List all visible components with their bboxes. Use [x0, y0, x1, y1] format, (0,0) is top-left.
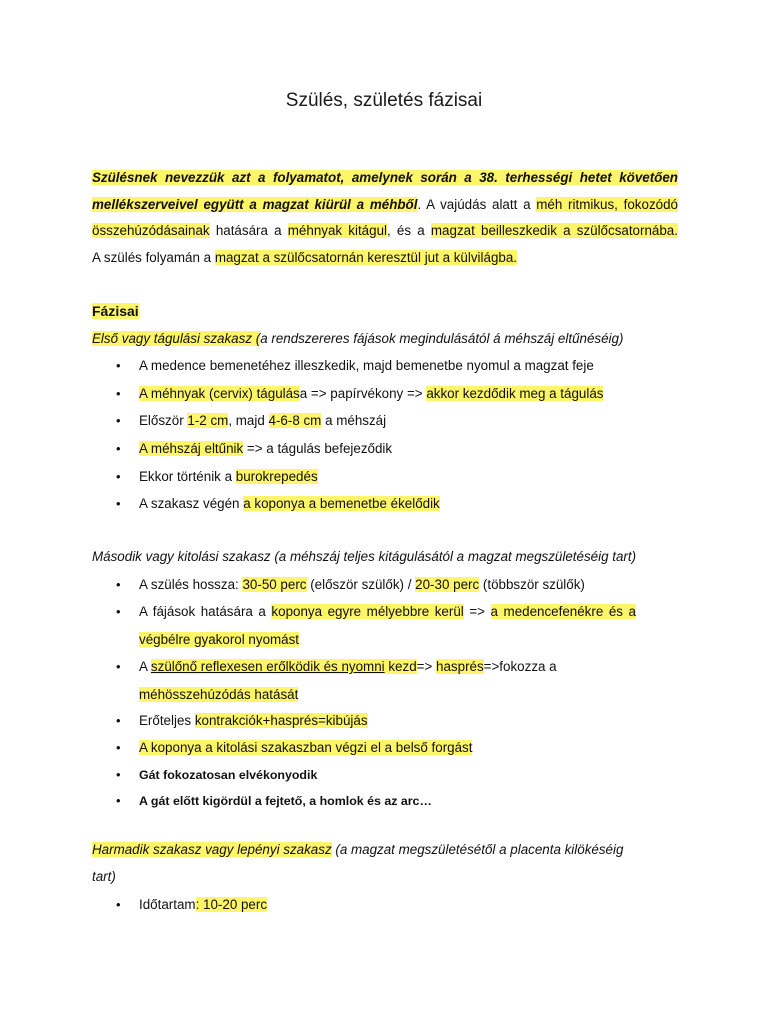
item-highlight: 1-2 cm [187, 413, 229, 428]
stage2-title [92, 548, 678, 566]
item-highlight: kontrakciók+hasprés=kibújás [194, 713, 368, 728]
item-text: A szakasz végén [139, 496, 244, 511]
intro-line-2 [92, 196, 678, 214]
item-text: => a tágulás befejeződik [243, 441, 393, 456]
item-text: A fájások hatására a [139, 604, 272, 619]
list-item [139, 658, 679, 676]
item-highlight: akkor kezdődik meg a tágulás [426, 386, 604, 401]
bullet-icon: • [116, 793, 121, 808]
section-heading [92, 302, 678, 321]
item-text: Ekkor történik a [139, 469, 236, 484]
stage3-title [92, 841, 678, 859]
intro-definition-end: mellékszerveivel együtt a magzat kiürül a méhből [92, 197, 418, 212]
item-highlight: : 10-20 perc [195, 897, 268, 912]
list-item [139, 576, 679, 594]
bullet-icon: • [116, 441, 121, 456]
intro-highlight: méhnyak kitágul [287, 223, 387, 238]
item-text: => [463, 604, 491, 619]
list-item [139, 792, 679, 810]
list-item [139, 766, 679, 784]
stage3-title-highlight: Harmadik szakasz vagy lepényi szakasz [92, 842, 332, 857]
item-highlight: hasprés [436, 659, 484, 674]
intro-text: . A vajúdás alatt a [417, 197, 537, 212]
list-item [139, 468, 679, 486]
list-item [139, 440, 679, 458]
item-text: Erőteljes [139, 713, 195, 728]
list-item [139, 357, 679, 375]
item-highlight: burokrepedés [235, 469, 318, 484]
bullet-icon: • [116, 713, 121, 728]
stage3-title-text: (a magzat megszületésétől a placenta kilökéséig [331, 842, 624, 857]
bullet-icon: • [116, 767, 121, 782]
item-text: A [139, 659, 151, 674]
bullet-icon: • [116, 386, 121, 401]
bullet-icon: • [116, 413, 121, 428]
item-highlight: a koponya a bemenetbe ékelődik [243, 496, 440, 511]
bullet-icon: • [116, 897, 121, 912]
item-text: (először szülők) / [306, 577, 416, 592]
list-item [139, 712, 679, 730]
bullet-icon: • [116, 469, 121, 484]
item-text: a => papírvékony => [299, 386, 427, 401]
bullet-icon: • [116, 604, 121, 619]
item-highlight: a medencefenékre és a [490, 604, 636, 619]
item-highlight: A koponya a kitolási szakaszban végzi el a belső forgást [139, 740, 473, 755]
item-highlight: 20-30 perc [415, 577, 480, 592]
intro-highlight: méh ritmikus, fokozódó [536, 197, 678, 212]
intro-highlight: magzat a szülőcsatornán keresztül jut a külvilágba. [214, 250, 518, 265]
intro-definition: Szülésnek nevezzük azt a folyamatot, amelynek során a 38. terhességi hetet követően [92, 170, 678, 185]
list-item [139, 385, 679, 403]
item-text: A gát előtt kigördül a fejtető, a homlok és az arc… [139, 794, 432, 808]
list-item [139, 412, 679, 430]
bullet-icon: • [116, 577, 121, 592]
item-highlight: koponya egyre mélyebbre kerül [271, 604, 464, 619]
intro-highlight: magzat beilleszkedik a szülőcsatornába. [430, 223, 678, 238]
intro-text: hatására a [209, 223, 288, 238]
list-item-continued [139, 686, 679, 704]
intro-line-4 [92, 249, 678, 267]
item-highlight: kezd [384, 659, 417, 674]
intro-text: A szülés folyamán a [92, 250, 215, 265]
stage2-title-text: Második vagy kitolási szakasz (a méhszáj teljes kitágulásától a magzat megszületéséig tart) [92, 549, 637, 564]
intro-line-3 [92, 222, 678, 240]
intro-line-1 [92, 169, 678, 187]
item-text: Időtartam [139, 897, 196, 912]
bullet-icon: • [116, 740, 121, 755]
intro-highlight: összehúzódásainak [92, 223, 210, 238]
item-highlight: végbélre gyakorol nyomást [139, 632, 300, 647]
stage1-title-highlight: Első vagy tágulási szakasz ( [92, 331, 261, 346]
item-text: (többször szülők) [479, 577, 585, 592]
stage3-title-continued [92, 868, 678, 886]
item-highlight: reflexesen erőlködik és nyomni [197, 659, 385, 674]
item-highlight: 30-50 perc [242, 577, 307, 592]
list-item [139, 603, 636, 621]
bullet-icon: • [116, 659, 121, 674]
list-item [139, 896, 679, 914]
bullet-icon: • [116, 496, 121, 511]
item-text: a méhszáj [321, 413, 387, 428]
heading-text: Fázisai [92, 303, 139, 319]
item-highlight: A méhszáj eltűnik [139, 441, 244, 456]
list-item [139, 739, 679, 757]
item-text: , majd [228, 413, 269, 428]
item-highlight: szülőnő [150, 659, 198, 674]
item-text: =>fokozza a [483, 659, 557, 674]
item-text: A medence bemenetéhez illeszkedik, majd bemenetbe nyomul a magzat feje [139, 358, 594, 373]
list-item [139, 495, 679, 513]
stage3-title-text: tart) [92, 869, 116, 884]
stage1-title [92, 330, 678, 348]
intro-text: , és a [387, 223, 431, 238]
item-text: A szülés hossza: [139, 577, 243, 592]
bullet-icon: • [116, 358, 121, 373]
item-text: Először [139, 413, 188, 428]
item-text: => [416, 659, 437, 674]
list-item-continued [139, 631, 679, 649]
item-highlight: méhösszehúzódás hatását [139, 687, 299, 702]
page-title: Szülés, születés fázisai [285, 90, 483, 111]
item-highlight: 4-6-8 cm [268, 413, 322, 428]
item-highlight: A méhnyak (cervix) tágulás [139, 386, 300, 401]
stage1-title-text: a rendszereres fájások megindulásától á méhszáj eltűnéséig) [260, 331, 624, 346]
item-text: Gát fokozatosan elvékonyodik [139, 768, 318, 782]
